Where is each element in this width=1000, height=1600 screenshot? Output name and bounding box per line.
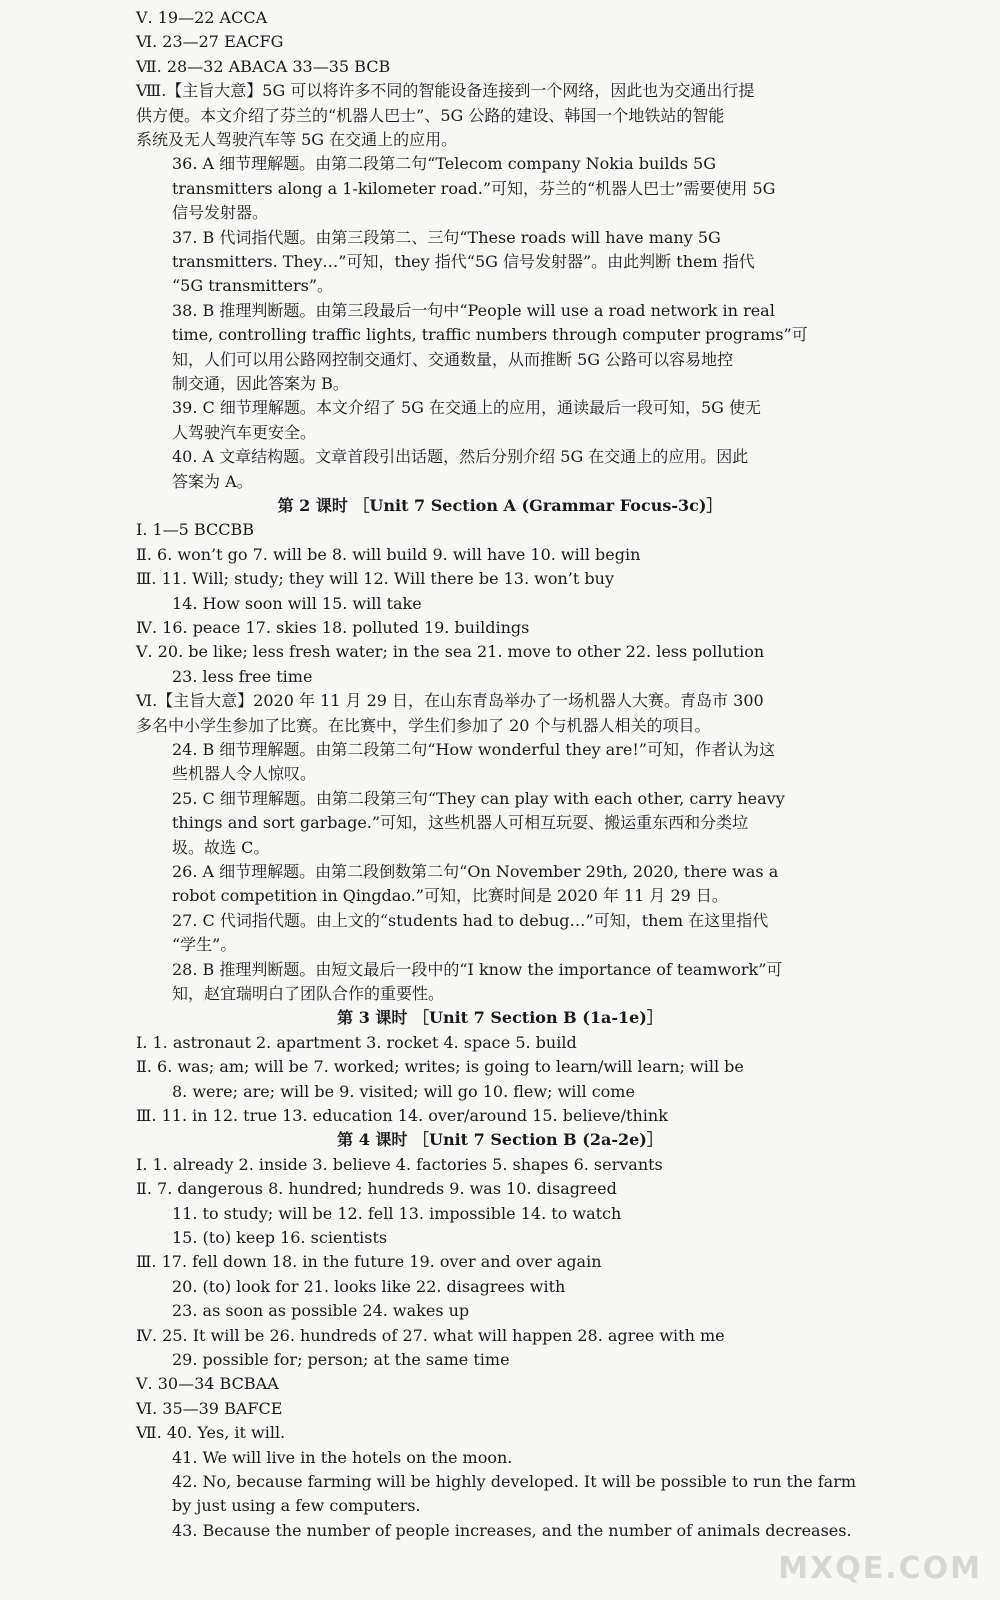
answer-line (0, 1031, 1000, 1055)
answer-line (0, 616, 1000, 640)
answer-line (0, 79, 1000, 103)
answer-line (0, 55, 1000, 79)
answer-line (0, 470, 1000, 494)
answer-line (0, 201, 1000, 225)
answer-line (0, 177, 1000, 201)
answer-line (0, 1446, 1000, 1470)
section-heading (0, 1006, 1000, 1030)
answer-line-text: 多名中小学生参加了比赛。在比赛中，学生们参加了 20 个与机器人相关的项目。 (136, 715, 711, 735)
answer-line (0, 1421, 1000, 1445)
answer-line (0, 836, 1000, 860)
answer-line (0, 250, 1000, 274)
answer-line (0, 128, 1000, 152)
answer-line-text: Ⅲ. 17. fell down 18. in the future 19. over and over again (136, 1252, 602, 1272)
answer-line-text: 知，赵宜瑞明白了团队合作的重要性。 (172, 984, 445, 1003)
answer-line-text: Ⅴ. 30—34 BCBAA (136, 1374, 279, 1394)
answer-line (0, 152, 1000, 176)
section-heading (0, 494, 1000, 518)
answer-line (0, 6, 1000, 30)
answer-line-text: Ⅵ.【主旨大意】2020 年 11 月 29 日，在山东青岛举办了一场机器人大赛。青岛市 300 (136, 691, 764, 711)
answer-line-text: 26. A 细节理解题。由第二段倒数第二句“On November 29th, 2020, there was a (172, 862, 779, 881)
answer-line (0, 1055, 1000, 1079)
answer-line-text: Ⅱ. 7. dangerous 8. hundred; hundreds 9. was 10. disagreed (136, 1179, 617, 1199)
answer-line-text: 41. We will live in the hotels on the moon. (172, 1447, 513, 1467)
answer-line (0, 762, 1000, 786)
section-heading-text: 第 3 课时 ［Unit 7 Section B (1a-1e)］ (337, 1008, 663, 1028)
answer-line-text: 人驾驶汽车更安全。 (172, 422, 317, 442)
answer-line (0, 909, 1000, 933)
answer-line-text: Ⅰ. 1—5 BCCBB (136, 520, 254, 540)
answer-line-text: robot competition in Qingdao.”可知，比赛时间是 2020 年 11 月 29 日。 (172, 886, 728, 906)
answer-line (0, 1153, 1000, 1177)
answer-line-text: Ⅲ. 11. in 12. true 13. education 14. over/around 15. believe/think (136, 1106, 668, 1125)
answer-line (0, 445, 1000, 469)
answer-line (0, 543, 1000, 567)
answer-line (0, 1324, 1000, 1348)
answer-line (0, 396, 1000, 420)
answer-line-text: 11. to study; will be 12. fell 13. impossible 14. to watch (172, 1203, 622, 1223)
answer-line (0, 1080, 1000, 1104)
answer-line-text: Ⅷ.【主旨大意】5G 可以将许多不同的智能设备连接到一个网络，因此也为交通出行提 (136, 81, 755, 101)
answer-line (0, 1226, 1000, 1250)
answer-line-text: 些机器人令人惊叹。 (172, 764, 317, 784)
answer-line (0, 982, 1000, 1006)
answer-line-text: transmitters. They…”可知，they 指代“5G 信号发射器”。由此判断 them 指代 (172, 252, 755, 271)
answer-line (0, 640, 1000, 664)
answer-line (0, 104, 1000, 128)
answer-line (0, 348, 1000, 372)
answer-line-text: 24. B 细节理解题。由第二段第二句“How wonderful they are!”可知，作者认为这 (172, 740, 775, 759)
answer-line-text: 知，人们可以用公路网控制交通灯、交通数量，从而推断 5G 公路可以容易地控 (172, 349, 734, 369)
answer-line-text: 20. (to) look for 21. looks like 22. disagrees with (172, 1276, 566, 1296)
answer-line-text: Ⅶ. 28—32 ABACA 33—35 BCB (136, 56, 391, 76)
answer-line-text: Ⅱ. 6. was; am; will be 7. worked; writes; is going to learn/will learn; will be (136, 1057, 744, 1077)
answer-line (0, 1470, 1000, 1494)
answer-line (0, 567, 1000, 591)
answer-line-text: Ⅲ. 11. Will; study; they will 12. Will there be 13. won’t buy (136, 569, 614, 589)
answer-line-text: 制交通，因此答案为 B。 (172, 374, 349, 393)
answer-line (0, 884, 1000, 908)
answer-line (0, 689, 1000, 713)
answer-line (0, 738, 1000, 762)
answer-line (0, 323, 1000, 347)
answer-line-text: things and sort garbage.”可知，这些机器人可相互玩耍、搬运重东西和分类垃 (172, 813, 749, 833)
answer-line (0, 372, 1000, 396)
answer-line (0, 933, 1000, 957)
watermark-logo (778, 1506, 982, 1586)
answer-line-text: 答案为 A。 (172, 471, 253, 491)
answer-line-text: Ⅳ. 16. peace 17. skies 18. polluted 19. buildings (136, 618, 530, 637)
answer-line-text: Ⅳ. 25. It will be 26. hundreds of 27. what will happen 28. agree with me (136, 1325, 725, 1345)
answer-line-text: 圾。故选 C。 (172, 837, 270, 857)
answer-line-text: 36. A 细节理解题。由第二段第二句“Telecom company Nokia builds 5G (172, 154, 717, 174)
answer-line (0, 860, 1000, 884)
answer-line (0, 1202, 1000, 1226)
answer-line-text: Ⅰ. 1. astronaut 2. apartment 3. rocket 4. space 5. build (136, 1032, 577, 1052)
answer-line-text: 38. B 推理判断题。由第三段最后一句中“People will use a road network in real (172, 300, 775, 320)
section-heading (0, 1128, 1000, 1152)
answer-line (0, 811, 1000, 835)
answer-line (0, 1299, 1000, 1323)
answer-line-text: 27. C 代词指代题。由上文的“students had to debug…”可知，them 在这里指代 (172, 910, 769, 930)
answer-line-text: Ⅱ. 6. won’t go 7. will be 8. will build 9. will have 10. will begin (136, 544, 641, 564)
answer-line-text: Ⅵ. 35—39 BAFCE (136, 1398, 283, 1418)
answer-line (0, 1250, 1000, 1274)
answer-line-text: transmitters along a 1-kilometer road.”可知，芬兰的“机器人巴士”需要使用 5G (172, 178, 776, 198)
answer-line-text: time, controlling traffic lights, traffic numbers through computer programs”可 (172, 325, 808, 345)
answer-line-text: Ⅶ. 40. Yes, it will. (136, 1423, 286, 1443)
answer-line-text: 信号发射器。 (172, 203, 269, 223)
answer-line (0, 299, 1000, 323)
answer-line-text: 25. C 细节理解题。由第二段第三句“They can play with each other, carry heavy (172, 788, 785, 808)
answer-line-text: 8. were; are; will be 9. visited; will go 10. flew; will come (172, 1081, 635, 1101)
answer-line-text: Ⅴ. 20. be like; less fresh water; in the sea 21. move to other 22. less pollution (136, 642, 765, 662)
answer-line (0, 1397, 1000, 1421)
answer-line (0, 1275, 1000, 1299)
answer-line (0, 1177, 1000, 1201)
answer-line-text: 39. C 细节理解题。本文介绍了 5G 在交通上的应用，通读最后一段可知，5G 使无 (172, 398, 762, 418)
answer-line (0, 518, 1000, 542)
answer-line (0, 274, 1000, 298)
answer-line-text: 23. less free time (172, 666, 313, 686)
answer-line-text: by just using a few computers. (172, 1496, 421, 1516)
answer-line-text: 28. B 推理判断题。由短文最后一段中的“I know the importance of teamwork”可 (172, 959, 783, 979)
answer-line-text: Ⅵ. 23—27 EACFG (136, 32, 284, 52)
answer-line-text: 23. as soon as possible 24. wakes up (172, 1301, 470, 1321)
answer-line-text: 14. How soon will 15. will take (172, 593, 422, 613)
answer-line (0, 1372, 1000, 1396)
answer-line-text: 系统及无人驾驶汽车等 5G 在交通上的应用。 (136, 130, 458, 149)
answer-line-text: “学生”。 (172, 935, 237, 955)
answer-line-text: 15. (to) keep 16. scientists (172, 1228, 388, 1247)
answer-line (0, 714, 1000, 738)
answer-line-text: 37. B 代词指代题。由第三段第二、三句“These roads will have many 5G (172, 227, 721, 247)
answer-line (0, 30, 1000, 54)
answer-line-text: 40. A 文章结构题。文章首段引出话题，然后分别介绍 5G 在交通上的应用。因此 (172, 447, 749, 467)
answer-line (0, 958, 1000, 982)
answer-line-text: 42. No, because farming will be highly developed. It will be possible to run the farm (172, 1472, 857, 1491)
answer-line (0, 421, 1000, 445)
answer-line-text: Ⅴ. 19—22 ACCA (136, 8, 268, 27)
answer-line-text: Ⅰ. 1. already 2. inside 3. believe 4. factories 5. shapes 6. servants (136, 1154, 663, 1174)
answer-line-text: 供方便。本文介绍了芬兰的“机器人巴士”、5G 公路的建设、韩国一个地铁站的智能 (136, 105, 725, 125)
answer-line (0, 592, 1000, 616)
answer-line (0, 665, 1000, 689)
answer-line (0, 787, 1000, 811)
section-heading-text: 第 2 课时 ［Unit 7 Section A (Grammar Focus-3c)］ (277, 496, 723, 515)
section-heading-text: 第 4 课时 ［Unit 7 Section B (2a-2e)］ (337, 1130, 663, 1150)
answer-line-text: “5G transmitters”。 (172, 276, 334, 296)
answer-line (0, 1348, 1000, 1372)
answer-line (0, 1104, 1000, 1128)
watermark-text: MXQE.COM (778, 1551, 982, 1586)
answer-line (0, 226, 1000, 250)
answer-line-text: 43. Because the number of people increases, and the number of animals decreases. (172, 1520, 852, 1540)
answer-line-text: 29. possible for; person; at the same time (172, 1350, 510, 1369)
